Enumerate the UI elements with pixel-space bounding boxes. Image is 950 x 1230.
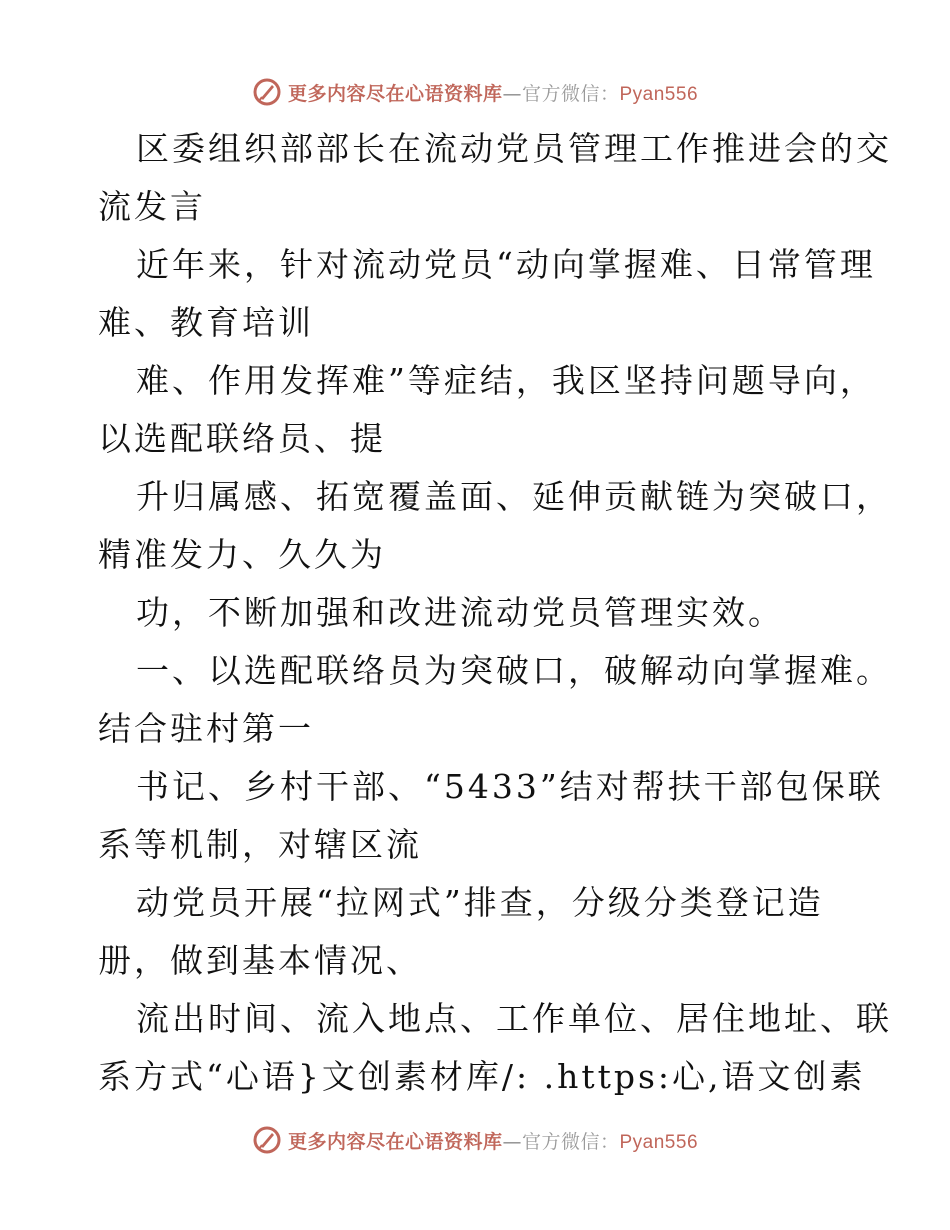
text-line: 流出时间、流入地点、工作单位、居住地址、联 — [136, 999, 892, 1038]
watermark-wechat-id: Pyan556 — [619, 1131, 699, 1153]
watermark-separator: — — [502, 82, 522, 105]
watermark-brand: 更多内容尽在心语资料库 — [287, 1130, 503, 1153]
quill-logo-icon — [252, 77, 282, 107]
text-line: 系方式“心语}文创素材库/: .https:心,语文创素 — [98, 1057, 866, 1096]
watermark-footer — [0, 1120, 950, 1160]
text-line: 结合驻村第一 — [98, 709, 314, 748]
text-line: 书记、乡村干部、“5433”结对帮扶干部包保联 — [136, 767, 884, 806]
text-line: 功，不断加强和改进流动党员管理实效。 — [136, 593, 784, 632]
watermark-header — [0, 72, 950, 112]
text-line: 近年来，针对流动党员“动向掌握难、日常管理 — [136, 245, 876, 284]
watermark-text — [288, 1127, 698, 1154]
text-line: 升归属感、拓宽覆盖面、延伸贡献链为突破口， — [136, 477, 892, 516]
watermark-wechat-label: 官方微信： — [521, 82, 620, 105]
quill-logo-icon — [252, 1125, 282, 1155]
watermark-brand: 更多内容尽在心语资料库 — [287, 82, 503, 105]
text-line: 以选配联络员、提 — [98, 419, 386, 458]
watermark-text — [288, 79, 698, 106]
text-line: 精准发力、久久为 — [98, 535, 386, 574]
watermark-wechat-label: 官方微信： — [521, 1130, 620, 1153]
text-line: 难、作用发挥难”等症结，我区坚持问题导向， — [136, 361, 876, 400]
text-line: 流发言 — [98, 187, 206, 226]
text-line: 一、以选配联络员为突破口，破解动向掌握难。 — [136, 651, 892, 690]
text-line: 区委组织部部长在流动党员管理工作推进会的交 — [136, 129, 892, 168]
text-line: 系等机制，对辖区流 — [98, 825, 422, 864]
text-line: 动党员开展“拉网式”排查，分级分类登记造 — [136, 883, 824, 922]
watermark-wechat-id: Pyan556 — [619, 83, 699, 105]
text-line: 册，做到基本情况、 — [98, 941, 422, 980]
watermark-separator: — — [502, 1130, 522, 1153]
text-line: 难、教育培训 — [98, 303, 314, 342]
document-body — [0, 120, 950, 1110]
